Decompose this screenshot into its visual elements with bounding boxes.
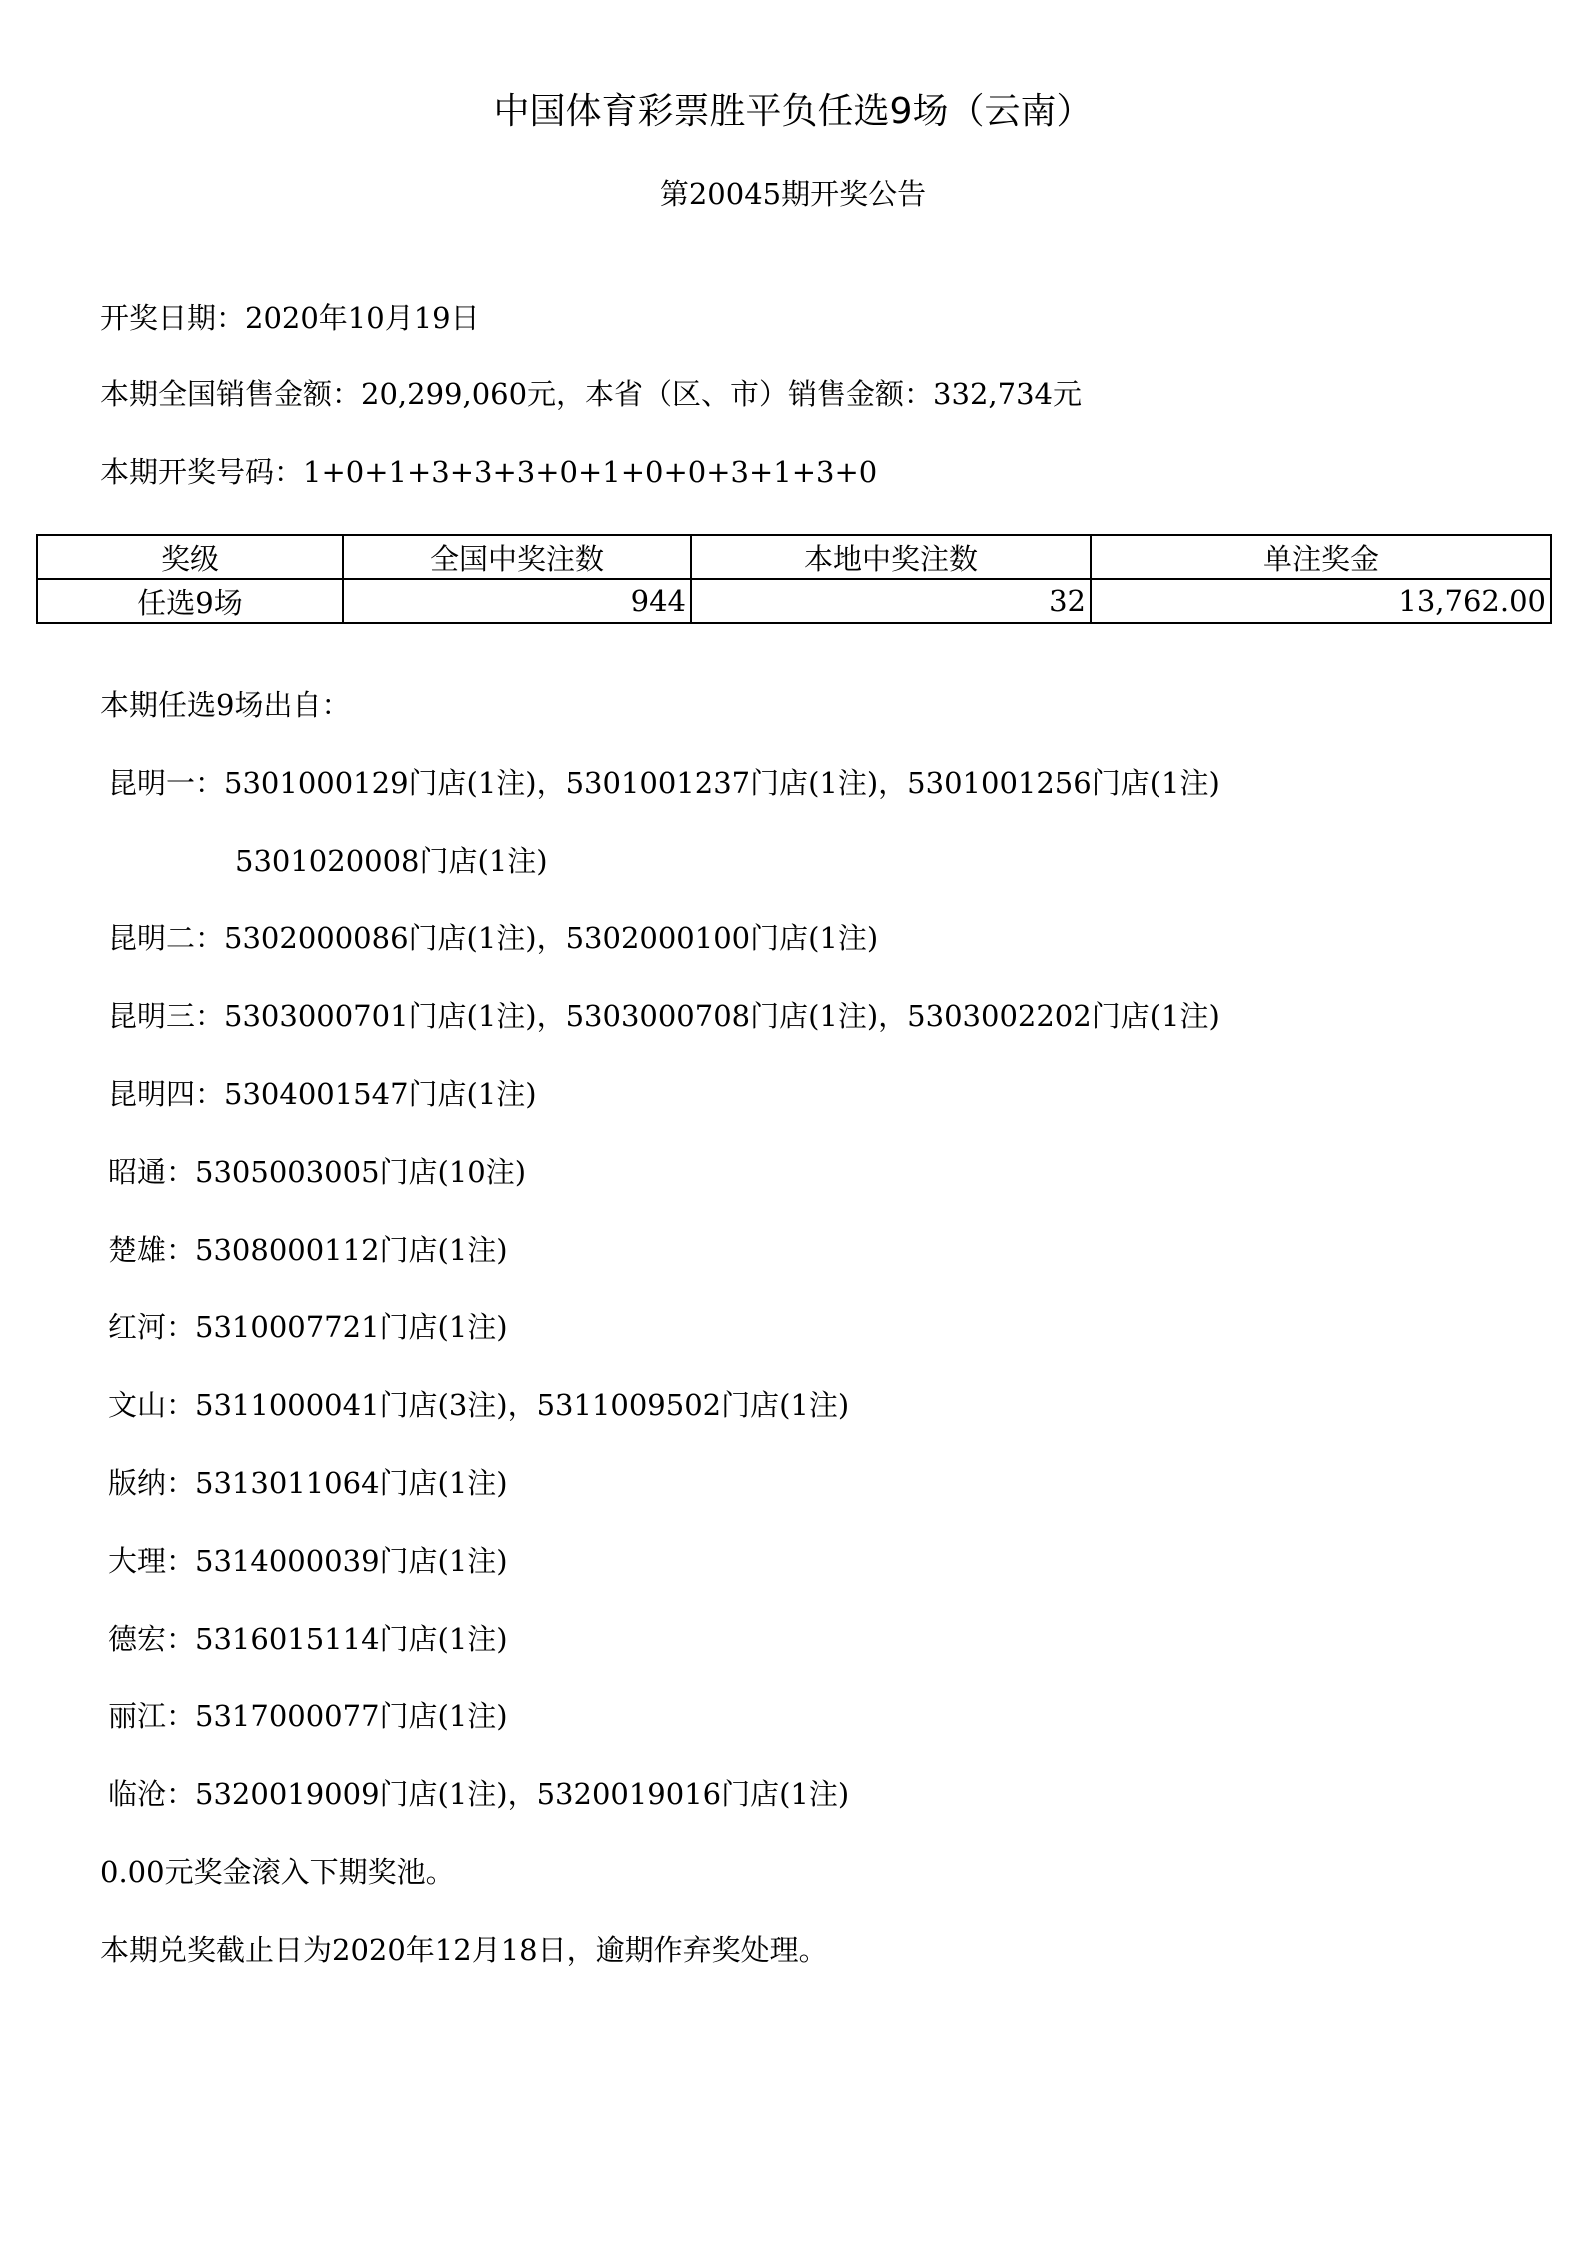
city-label: 昆明二： [108,921,225,955]
city-label: 昆明四： [108,1077,225,1111]
city-label: 昆明一： [108,766,225,800]
rollover-note: 0.00元奖金滚入下期奖池。 [100,1855,455,1889]
shop-list: 5310007721门店(1注) [195,1310,508,1344]
list-item [108,1541,508,1581]
col-header-local-winners: 本地中奖注数 [691,535,1091,579]
col-header-prize-level: 奖级 [37,535,343,579]
shop-list: 5303000701门店(1注)，5303000708门店(1注)，5303002202门店(1注) [224,999,1220,1033]
list-item [108,763,1220,803]
list-item [108,1230,508,1270]
city-label: 丽江： [108,1699,196,1733]
col-header-national-winners: 全国中奖注数 [343,535,691,579]
cell-local-winners: 32 [691,579,1091,623]
winning-numbers: 本期开奖号码：1+0+1+3+3+3+0+1+0+0+3+1+3+0 [100,455,878,489]
page-subtitle: 第20045期开奖公告 [659,177,927,211]
shop-list: 5301000129门店(1注)，5301001237门店(1注)，5301001256门店(1注) [224,766,1220,800]
draw-date: 开奖日期：2020年10月19日 [100,301,480,335]
list-item [108,1774,849,1814]
city-label: 红河： [108,1310,196,1344]
city-label: 昭通： [108,1155,196,1189]
shop-list: 5305003005门店(10注) [195,1155,527,1189]
shop-list: 5311000041门店(3注)，5311009502门店(1注) [195,1388,850,1422]
shop-list: 5302000086门店(1注)，5302000100门店(1注) [224,921,879,955]
list-item [108,1152,526,1192]
list-item [108,1696,508,1736]
table-row [37,579,1551,623]
list-item [108,1619,508,1659]
list-item [108,918,878,958]
shop-list: 5313011064门店(1注) [195,1466,508,1500]
city-label: 文山： [108,1388,196,1422]
city-label: 临沧： [108,1777,196,1811]
table-header-row [37,535,1551,579]
list-item [108,1385,849,1425]
list-item [235,841,548,881]
shop-list: 5301020008门店(1注) [235,844,548,878]
list-item [108,1307,508,1347]
shop-list: 5314000039门店(1注) [195,1544,508,1578]
shop-list: 5316015114门店(1注) [195,1622,508,1656]
sales-amount: 本期全国销售金额：20,299,060元，本省（区、市）销售金额：332,734元 [100,377,1082,411]
city-label: 德宏： [108,1622,196,1656]
city-label: 大理： [108,1544,196,1578]
prize-table [36,534,1552,624]
cell-prize-amount: 13,762.00 [1091,579,1551,623]
outlets-intro: 本期任选9场出自： [100,688,351,722]
city-label: 昆明三： [108,999,225,1033]
shop-list: 5317000077门店(1注) [195,1699,508,1733]
city-label: 楚雄： [108,1233,196,1267]
cell-prize-level: 任选9场 [37,579,343,623]
cell-national-winners: 944 [343,579,691,623]
list-item [108,1463,508,1503]
page-title: 中国体育彩票胜平负任选9场（云南） [493,91,1093,132]
shop-list: 5304001547门店(1注) [224,1077,537,1111]
col-header-prize-amount: 单注奖金 [1091,535,1551,579]
list-item [108,996,1220,1036]
shop-list: 5320019009门店(1注)，5320019016门店(1注) [195,1777,850,1811]
claim-deadline: 本期兑奖截止日为2020年12月18日，逾期作弃奖处理。 [100,1933,828,1967]
city-label: 版纳： [108,1466,196,1500]
list-item [108,1074,537,1114]
shop-list: 5308000112门店(1注) [195,1233,508,1267]
